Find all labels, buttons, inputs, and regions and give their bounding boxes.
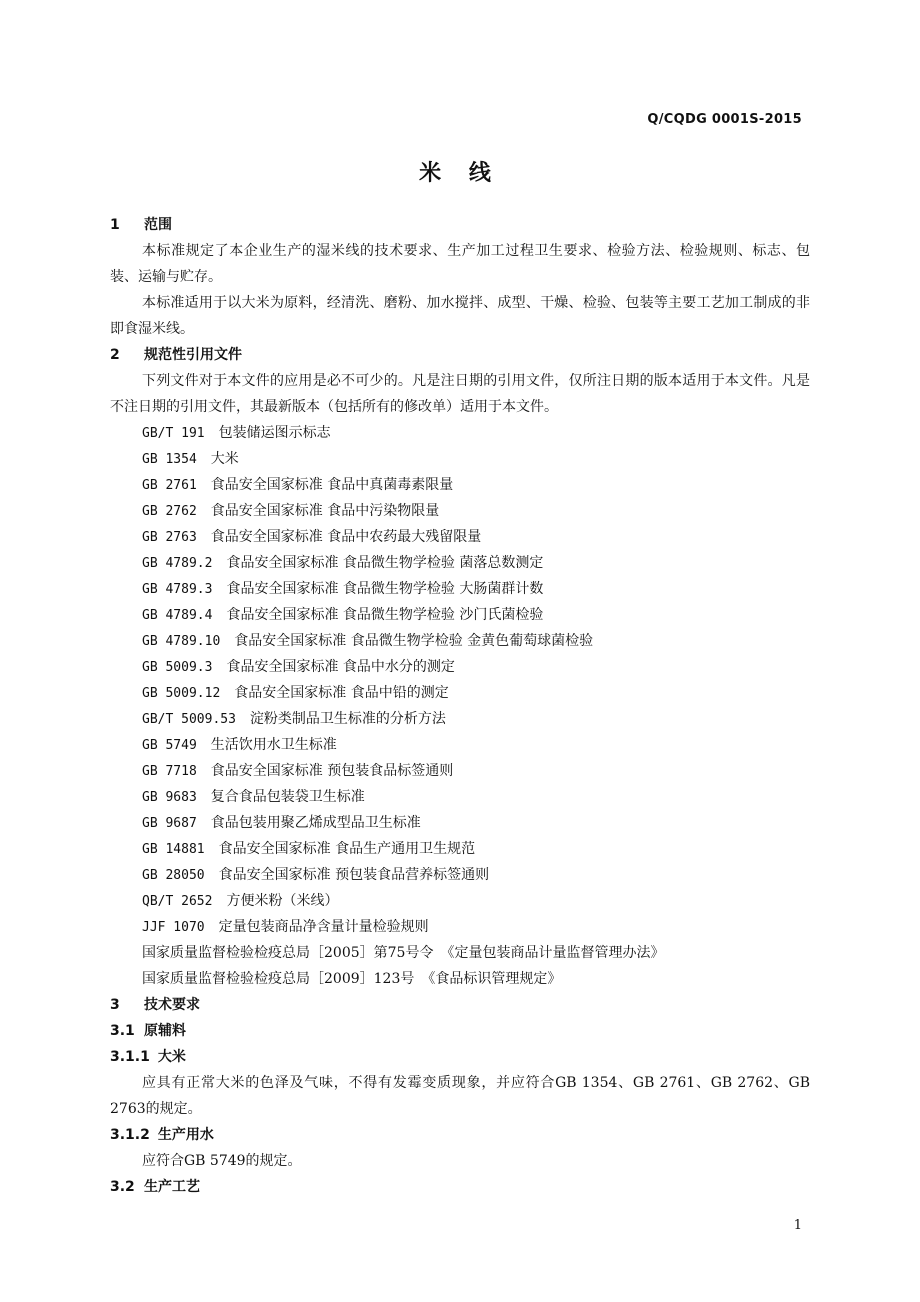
document-body <box>110 212 810 1200</box>
section-heading-3-1-2 <box>110 1122 810 1148</box>
reference-title: 食品安全国家标准 预包装食品营养标签通则 <box>218 867 490 883</box>
reference-code: GB 1354 <box>142 452 197 467</box>
reference-item <box>110 550 810 576</box>
reference-item <box>110 888 810 914</box>
section-number: 3.2 <box>110 1179 135 1195</box>
reference-title: 食品安全国家标准 食品中铅的测定 <box>234 685 449 701</box>
reference-title: 食品安全国家标准 食品中农药最大残留限量 <box>210 529 482 545</box>
reference-code: JJF 1070 <box>142 920 205 935</box>
reference-item <box>110 524 810 550</box>
reference-title: 定量包装商品净含量计量检验规则 <box>218 919 429 935</box>
reference-code: GB 4789.4 <box>142 608 213 623</box>
reference-list <box>110 420 810 992</box>
section-title: 技术要求 <box>144 997 200 1013</box>
section-heading-3-2 <box>110 1174 810 1200</box>
reference-code: GB/T 191 <box>142 426 205 441</box>
section-heading-3-1-1 <box>110 1044 810 1070</box>
reference-code: GB 4789.2 <box>142 556 213 571</box>
section-number: 3.1.1 <box>110 1049 150 1065</box>
scope-paragraph-2: 本标准适用于以大米为原料，经清洗、磨粉、加水搅拌、成型、干燥、检验、包装等主要工艺加工制成的非即食湿米线。 <box>110 295 810 337</box>
reference-code: GB 9687 <box>142 816 197 831</box>
reference-title: 食品安全国家标准 食品微生物学检验 大肠菌群计数 <box>226 581 544 597</box>
reference-item <box>110 446 810 472</box>
reference-item <box>110 680 810 706</box>
reference-title: 大米 <box>210 451 239 467</box>
section-heading-1 <box>110 212 810 238</box>
reference-code: GB 9683 <box>142 790 197 805</box>
page-title: 米 线 <box>419 161 501 186</box>
reference-item <box>110 810 810 836</box>
reference-code: GB 2763 <box>142 530 197 545</box>
reference-item <box>110 420 810 446</box>
reference-item <box>110 836 810 862</box>
reference-code: GB 2762 <box>142 504 197 519</box>
reference-title: 食品安全国家标准 食品生产通用卫生规范 <box>218 841 476 857</box>
reference-item <box>110 732 810 758</box>
section-number: 3.1 <box>110 1023 135 1039</box>
reference-item <box>110 784 810 810</box>
section-heading-3-1 <box>110 1018 810 1044</box>
section-title: 原辅料 <box>144 1023 186 1039</box>
section-title: 大米 <box>157 1049 186 1065</box>
reference-code: GB 14881 <box>142 842 205 857</box>
reference-title: 复合食品包装袋卫生标准 <box>210 789 365 805</box>
section-heading-2 <box>110 342 810 368</box>
reference-code: GB 28050 <box>142 868 205 883</box>
reference-code: GB/T 5009.53 <box>142 712 236 727</box>
reference-title: 包装储运图示标志 <box>218 425 331 441</box>
water-requirement-paragraph: 应符合GB 5749的规定。 <box>142 1153 302 1169</box>
section-heading-3 <box>110 992 810 1018</box>
reference-title: 食品安全国家标准 食品中污染物限量 <box>210 503 440 519</box>
reference-item <box>110 654 810 680</box>
reference-decree-2005: 国家质量监督检验检疫总局［2005］第75号令 《定量包装商品计量监督管理办法》 <box>142 945 665 961</box>
reference-code: GB 7718 <box>142 764 197 779</box>
reference-title: 方便米粉（米线） <box>226 893 339 909</box>
reference-title: 食品安全国家标准 食品微生物学检验 金黄色葡萄球菌检验 <box>234 633 594 649</box>
section-number: 3.1.2 <box>110 1127 150 1143</box>
reference-code: QB/T 2652 <box>142 894 213 909</box>
section-number: 2 <box>110 347 120 363</box>
reference-item <box>110 498 810 524</box>
reference-item <box>110 576 810 602</box>
reference-item <box>110 472 810 498</box>
reference-item <box>110 706 810 732</box>
reference-decree-2009: 国家质量监督检验检疫总局［2009］123号 《食品标识管理规定》 <box>142 971 562 987</box>
reference-code: GB 4789.3 <box>142 582 213 597</box>
section-number: 3 <box>110 997 120 1013</box>
reference-title: 生活饮用水卫生标准 <box>210 737 337 753</box>
reference-item <box>110 758 810 784</box>
section-title: 范围 <box>144 217 172 233</box>
section-number: 1 <box>110 217 120 233</box>
section-title: 生产用水 <box>157 1127 214 1143</box>
reference-code: GB 2761 <box>142 478 197 493</box>
reference-item <box>110 914 810 940</box>
section-title: 规范性引用文件 <box>144 347 242 363</box>
scope-paragraph-1: 本标准规定了本企业生产的湿米线的技术要求、生产加工过程卫生要求、检验方法、检验规则、标志、包装、运输与贮存。 <box>110 243 810 285</box>
document-code: Q/CQDG 0001S-2015 <box>647 112 802 127</box>
reference-title: 食品安全国家标准 食品微生物学检验 菌落总数测定 <box>226 555 544 571</box>
reference-title: 食品包装用聚乙烯成型品卫生标准 <box>210 815 421 831</box>
reference-code: GB 5749 <box>142 738 197 753</box>
reference-code: GB 4789.10 <box>142 634 221 649</box>
reference-code: GB 5009.3 <box>142 660 213 675</box>
rice-requirement-paragraph: 应具有正常大米的色泽及气味，不得有发霉变质现象，并应符合GB 1354、GB 2761、GB 2762、GB 2763的规定。 <box>110 1075 810 1117</box>
reference-item <box>110 628 810 654</box>
reference-title: 食品安全国家标准 食品中水分的测定 <box>226 659 455 675</box>
reference-title: 食品安全国家标准 预包装食品标签通则 <box>210 763 454 779</box>
reference-item <box>110 862 810 888</box>
reference-code: GB 5009.12 <box>142 686 221 701</box>
section-title: 生产工艺 <box>144 1179 200 1195</box>
reference-title: 食品安全国家标准 食品中真菌毒素限量 <box>210 477 454 493</box>
page-number: 1 <box>793 1218 802 1233</box>
reference-title: 食品安全国家标准 食品微生物学检验 沙门氏菌检验 <box>226 607 544 623</box>
references-intro-paragraph: 下列文件对于本文件的应用是必不可少的。凡是注日期的引用文件，仅所注日期的版本适用于本文件。凡是不注日期的引用文件，其最新版本（包括所有的修改单）适用于本文件。 <box>110 373 810 415</box>
reference-title: 淀粉类制品卫生标准的分析方法 <box>249 711 446 727</box>
reference-item <box>110 602 810 628</box>
